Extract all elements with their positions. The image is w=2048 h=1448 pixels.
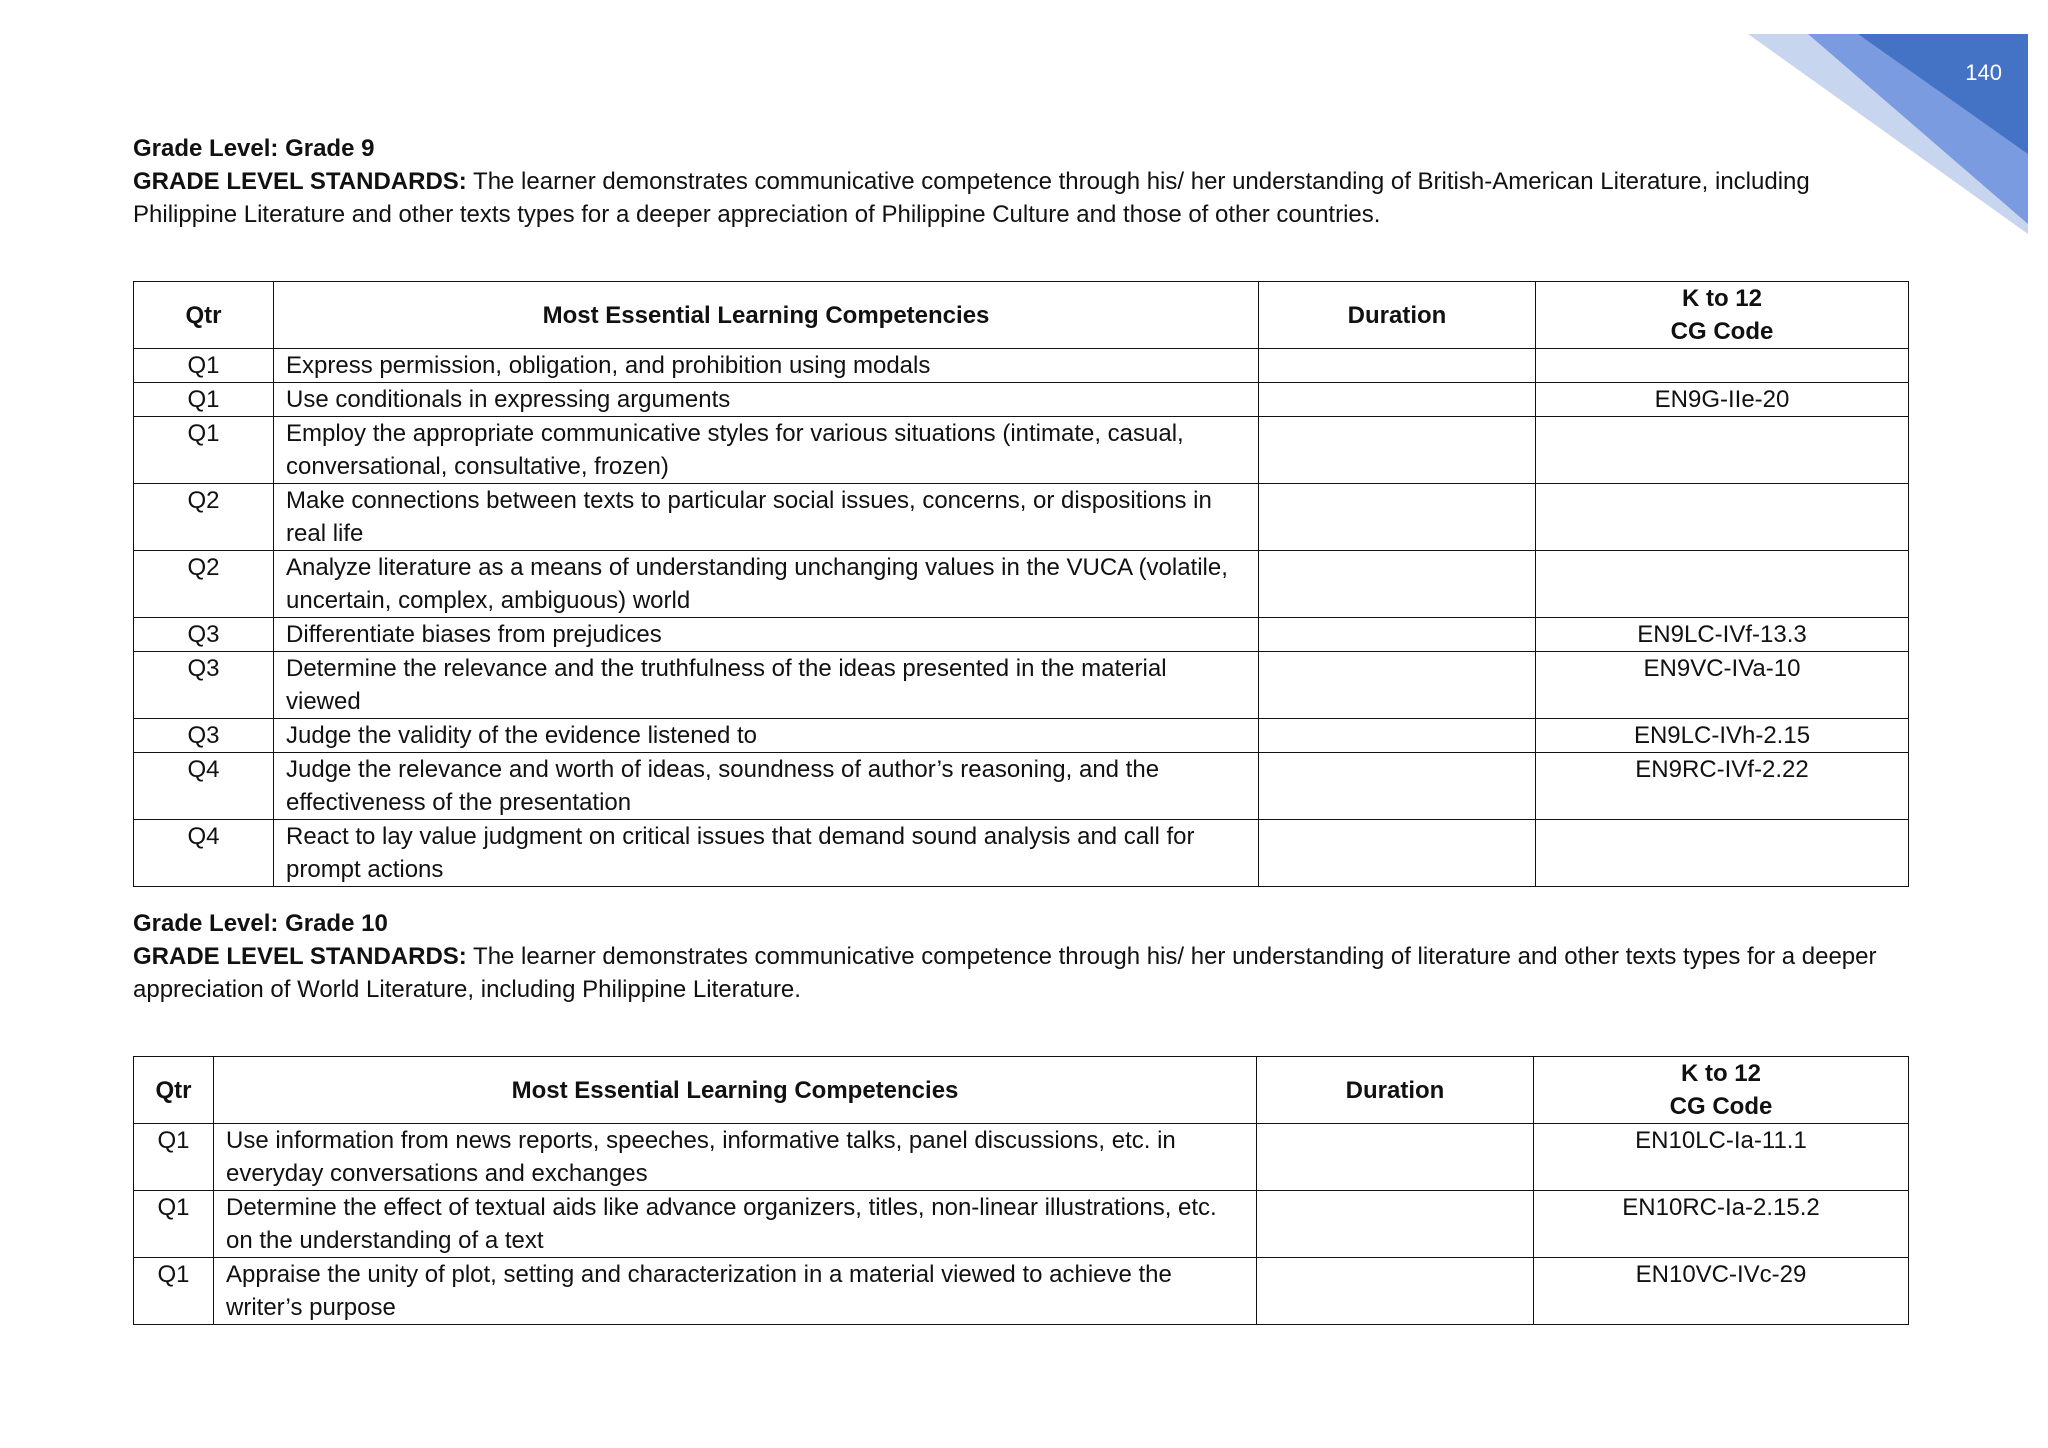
cell-duration <box>1259 618 1536 652</box>
standards-label: GRADE LEVEL STANDARDS: <box>133 168 467 195</box>
cell-competency: Determine the relevance and the truthfulness of the ideas presented in the material viewed <box>274 652 1259 719</box>
cell-cg-code: EN10VC-IVc-29 <box>1534 1258 1909 1325</box>
table-row <box>134 551 1909 618</box>
header-duration: Duration <box>1259 282 1536 349</box>
standards-label: GRADE LEVEL STANDARDS: <box>133 943 467 970</box>
cell-competency: Judge the relevance and worth of ideas, soundness of author’s reasoning, and the effectiveness of the presentation <box>274 753 1259 820</box>
cell-qtr: Q3 <box>134 719 274 753</box>
cell-qtr: Q1 <box>134 349 274 383</box>
cell-cg-code: EN9LC-IVh-2.15 <box>1536 719 1909 753</box>
cell-qtr: Q1 <box>134 417 274 484</box>
cell-competency: React to lay value judgment on critical issues that demand sound analysis and call for prompt actions <box>274 820 1259 887</box>
header-cg-code-line2: CG Code <box>1669 1093 1773 1120</box>
header-qtr: Qtr <box>134 1057 214 1124</box>
header-competencies: Most Essential Learning Competencies <box>274 282 1259 349</box>
table-row <box>134 1258 1909 1325</box>
grade-level-standards <box>133 940 1908 1006</box>
cell-competency: Judge the validity of the evidence listened to <box>274 719 1259 753</box>
cell-duration <box>1259 719 1536 753</box>
table-row <box>134 618 1909 652</box>
cell-duration <box>1259 349 1536 383</box>
table-row <box>134 417 1909 484</box>
cell-qtr: Q1 <box>134 383 274 417</box>
cell-cg-code: EN9G-IIe-20 <box>1536 383 1909 417</box>
grade-10-section <box>133 907 1908 1325</box>
cell-duration <box>1259 753 1536 820</box>
cell-duration <box>1259 652 1536 719</box>
cell-competency: Appraise the unity of plot, setting and characterization in a material viewed to achieve the writer’s purpose <box>214 1258 1257 1325</box>
table-row <box>134 753 1909 820</box>
cell-duration <box>1257 1124 1534 1191</box>
table-row <box>134 383 1909 417</box>
cell-competency: Employ the appropriate communicative styles for various situations (intimate, casual, conversational, consultative, frozen) <box>274 417 1259 484</box>
cell-cg-code: EN10LC-Ia-11.1 <box>1534 1124 1909 1191</box>
cell-cg-code <box>1536 349 1909 383</box>
cell-cg-code: EN9VC-IVa-10 <box>1536 652 1909 719</box>
cell-cg-code: EN10RC-Ia-2.15.2 <box>1534 1191 1909 1258</box>
header-qtr: Qtr <box>134 282 274 349</box>
table-row <box>134 349 1909 383</box>
cell-competency: Differentiate biases from prejudices <box>274 618 1259 652</box>
header-cg-code-line1: K to 12 <box>1680 1060 1761 1087</box>
standards-text: The learner demonstrates communicative competence through his/ her understanding of British-American Literature, including Philippine Literature and other texts types for a deeper appreciation of Philippine Culture and those of other countries. <box>133 168 1810 228</box>
table-header-row <box>134 282 1909 349</box>
cell-cg-code <box>1536 820 1909 887</box>
cell-qtr: Q1 <box>134 1191 214 1258</box>
cell-competency: Make connections between texts to particular social issues, concerns, or dispositions in real life <box>274 484 1259 551</box>
cell-qtr: Q1 <box>134 1258 214 1325</box>
grade-9-section <box>133 132 1908 887</box>
cell-competency: Use conditionals in expressing arguments <box>274 383 1259 417</box>
cell-duration <box>1259 551 1536 618</box>
cell-competency: Use information from news reports, speeches, informative talks, panel discussions, etc. in everyday conversations and exchanges <box>214 1124 1257 1191</box>
competencies-table-grade-9 <box>133 281 1909 887</box>
cell-qtr: Q2 <box>134 551 274 618</box>
cell-cg-code <box>1536 551 1909 618</box>
cell-competency: Determine the effect of textual aids like advance organizers, titles, non-linear illustrations, etc. on the understanding of a text <box>214 1191 1257 1258</box>
cell-qtr: Q2 <box>134 484 274 551</box>
cell-cg-code: EN9RC-IVf-2.22 <box>1536 753 1909 820</box>
table-row <box>134 1124 1909 1191</box>
table-header-row <box>134 1057 1909 1124</box>
cell-qtr: Q3 <box>134 652 274 719</box>
cell-qtr: Q1 <box>134 1124 214 1191</box>
cell-competency: Express permission, obligation, and prohibition using modals <box>274 349 1259 383</box>
table-row <box>134 484 1909 551</box>
header-cg-code-line2: CG Code <box>1670 318 1774 345</box>
table-row <box>134 719 1909 753</box>
header-cg-code <box>1534 1057 1909 1124</box>
table-row <box>134 1191 1909 1258</box>
cell-competency: Analyze literature as a means of understanding unchanging values in the VUCA (volatile, uncertain, complex, ambiguous) world <box>274 551 1259 618</box>
cell-qtr: Q4 <box>134 820 274 887</box>
cell-duration <box>1257 1191 1534 1258</box>
header-competencies: Most Essential Learning Competencies <box>214 1057 1257 1124</box>
cell-qtr: Q4 <box>134 753 274 820</box>
cell-cg-code <box>1536 484 1909 551</box>
cell-qtr: Q3 <box>134 618 274 652</box>
cell-duration <box>1259 820 1536 887</box>
grade-level-heading: Grade Level: Grade 10 <box>133 910 388 937</box>
table-row <box>134 820 1909 887</box>
cell-duration <box>1257 1258 1534 1325</box>
cell-duration <box>1259 383 1536 417</box>
cell-cg-code <box>1536 417 1909 484</box>
grade-level-heading: Grade Level: Grade 9 <box>133 135 375 162</box>
standards-text: The learner demonstrates communicative competence through his/ her understanding of literature and other texts types for a deeper appreciation of World Literature, including Philippine Literature. <box>133 943 1877 1003</box>
header-cg-code-line1: K to 12 <box>1681 285 1762 312</box>
cell-duration <box>1259 417 1536 484</box>
competencies-table-grade-10 <box>133 1056 1909 1325</box>
page-number: 140 <box>1965 60 2002 85</box>
cell-cg-code: EN9LC-IVf-13.3 <box>1536 618 1909 652</box>
grade-level-standards <box>133 165 1908 231</box>
header-cg-code <box>1536 282 1909 349</box>
table-row <box>134 652 1909 719</box>
cell-duration <box>1259 484 1536 551</box>
header-duration: Duration <box>1257 1057 1534 1124</box>
